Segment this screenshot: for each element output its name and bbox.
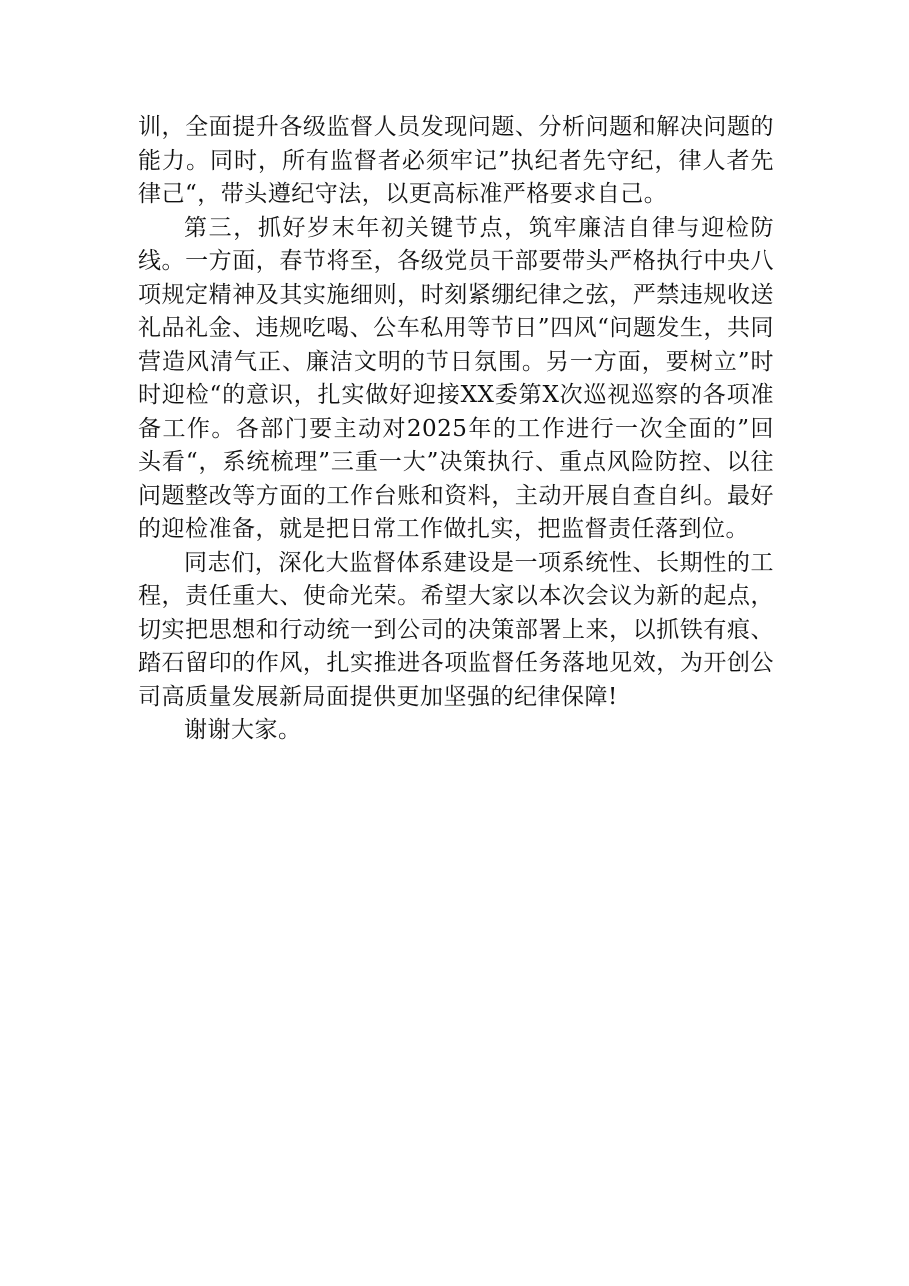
paragraph-third-point: 第三，抓好岁末年初关键节点，筑牢廉洁自律与迎检防线。一方面，春节将至，各级党员干部要带头严格执行中央八项规定精神及其实施细则，时刻紧绷纪律之弦，严禁违规收送礼品礼金、违规吃喝、公车私用等节日”四风“问题发生，共同营造风清气正、廉洁文明的节日氛围。另一方面，要树立”时时迎检“的意识，扎实做好迎接XX委第X次巡视巡察的各项准备工作。各部门要主动对2025年的工作进行一次全面的”回头看“，系统梳理”三重一大”决策执行、重点风险防控、以往问题整改等方面的工作台账和资料，主动开展自查自纠。最好的迎检准备，就是把日常工作做扎实，把监督责任落到位。 <box>138 214 774 542</box>
paragraph-thanks: 谢谢大家。 <box>184 717 302 743</box>
document-body <box>138 111 774 748</box>
paragraph-continued: 训，全面提升各级监督人员发现问题、分析问题和解决问题的能力。同时，所有监督者必须牢记”执纪者先守纪，律人者先律己“，带头遵纪守法，以更高标准严格要求自己。 <box>138 114 774 207</box>
paragraph-conclusion: 同志们，深化大监督体系建设是一项系统性、长期性的工程，责任重大、使命光荣。希望大家以本次会议为新的起点，切实把思想和行动统一到公司的决策部署上来，以抓铁有痕、踏石留印的作风，扎实推进各项监督任务落地见效，为开创公司高质量发展新局面提供更加坚强的纪律保障! <box>138 549 774 710</box>
